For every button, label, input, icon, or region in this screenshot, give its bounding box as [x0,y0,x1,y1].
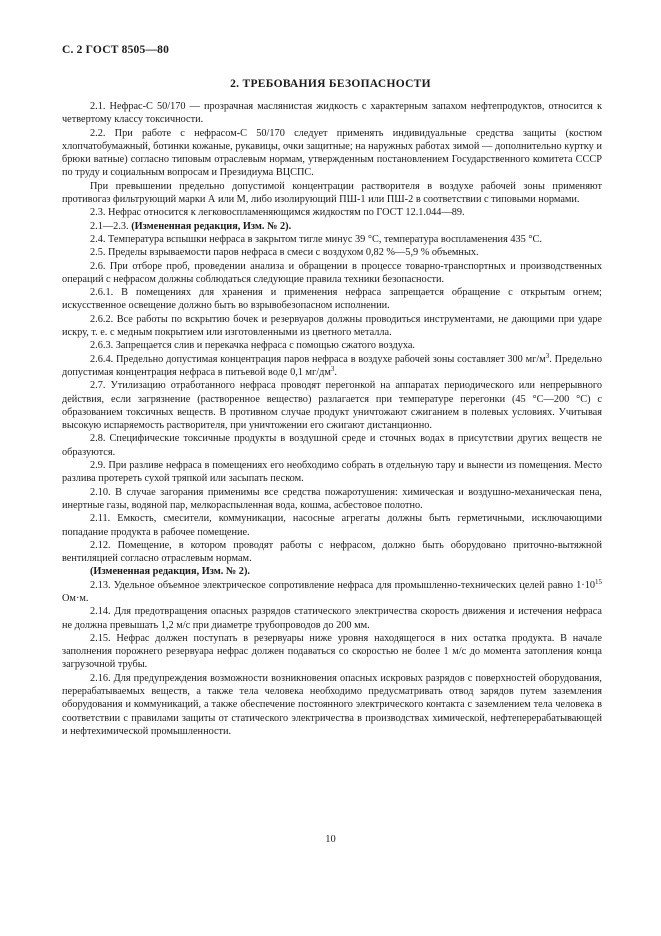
paragraph-2-6-3: 2.6.3. Запрещается слив и перекачка нефраса с помощью сжатого воздуха. [90,340,416,352]
paragraph-2-11: 2.11. Емкость, смесители, коммуникации, насосные агрегаты должны быть герметичными, исключающими попадание продукта в рабочее помещение. [62,513,602,538]
paragraph-2-3: 2.3. Нефрас относится к легковоспламеняющимся жидкостям по ГОСТ 12.1.044—89. [90,207,465,219]
paragraph-2-6-4-part-b: . Предельно допустимая концентрация нефраса в питьевой воде 0,1 мг/дм [62,353,602,378]
superscript-m3: 3 [545,351,550,360]
paragraph-2-13-part-a: 2.13. Удельное объемное электрическое сопротивление нефраса для промышленно-технических целей равно 1·10 [90,579,595,591]
paragraph-2-7: 2.7. Утилизацию отработанного нефраса проводят перегонкой на аппаратах периодического или непрерывного действия, если загрязнение (растворенное вещество) разлагается при температуре перегонки (45 °С—200 °С) с образованием токсичных веществ. В противном случае продукт уничтожают сжиганием в полевых условиях. Учитывая высокую испаряемость растворителя, при уничтожении его сжигают дистанционно. [62,380,602,432]
paragraph-2-6-2: 2.6.2. Все работы по вскрытию бочек и резервуаров должны проводиться инструментами, не дающими при ударе искру, т. е. с медным покрытием или изготовленными из цветного металла. [62,313,602,339]
section-title: 2. ТРЕБОВАНИЯ БЕЗОПАСНОСТИ [230,78,431,90]
amendment-note-2-12: (Измененная редакция, Изм. № 2). [90,566,250,578]
page-header: С. 2 ГОСТ 8505—80 [62,44,170,56]
paragraph-2-6-4: 2.6.4. Предельно допустимая концентрация паров нефраса в воздухе рабочей зоны составляет 300 $мг/м^3$. Предельно допустимая концентрация нефраса в питьевой воде 0,1 $мг/дм^3$. [62,351,602,378]
paragraph-2-6: 2.6. При отборе проб, проведении анализа и обращении в процессе товарно-транспортных и производственных операций с нефрасом должны соблюдаться следующие правила техники безопасности. [62,260,602,285]
amendment-note-2-1-2-3 [62,220,602,233]
document-body [62,100,602,738]
paragraph-2-8: 2.8. Специфические токсичные продукты в воздушной среде и сточных водах в присутствии других веществ не образуются. [62,433,602,458]
paragraph-2-1: 2.1. Нефрас-С 50/170 — прозрачная маслянистая жидкость с характерным запахом нефтепродуктов, относится к четвертому классу токсичности. [62,101,602,126]
superscript-dm3: 3 [330,364,335,373]
amendment-range: 2.1—2.3. [90,220,129,232]
paragraph-2-16: 2.16. Для предупреждения возможности возникновения опасных искровых разрядов с поверхностей оборудования, перерабатываемых веществ, а также тела человека необходимо предусматривать отвод зарядов путем заземления оборудования и коммуникаций, а также обеспечение постоянного электрического контакта с заземлением тела человека в соответствии с правилами защиты от статического электричества в производствах химической, нефтеперерабатывающей и нефтехимической промышленности. [62,672,602,737]
paragraph-2-13 [62,579,602,606]
paragraph-2-5: 2.5. Пределы взрываемости паров нефраса в смеси с воздухом 0,82 %—5,9 % объемных. [90,247,479,259]
paragraph-2-13-part-b: Ом·м. [62,592,89,604]
paragraph-2-4: 2.4. Температура вспышки нефраса в закрытом тигле минус 39 °С, температура воспламенения 435 °С. [90,233,542,245]
superscript-exponent: 15 [595,577,602,586]
paragraph-2-12: 2.12. Помещение, в котором проводят работы с нефрасом, должно быть оборудовано приточно-вытяжной вентиляцией согласно отраслевым нормам. [62,539,602,565]
paragraph-2-2: 2.2. При работе с нефрасом-С 50/170 следует применять индивидуальные средства защиты (костюм хлопчатобумажный, ботинки кожаные, рукавицы, очки защитные; на наружных работах зимой — дополнительно куртку и брюки ватные) согласно типовым отраслевым нормам, утвержденным постановлением Государственного комитета СССР по труду и социальным вопросам и Президиума ВЦСПС. [62,127,602,179]
paragraph-2-2-continuation: При превышении предельно допустимой концентрации растворителя в воздухе рабочей зоны применяют противогаз фильтрующий марки А или М, либо изолирующий ПШ-1 или ПШ-2 в соответствии с типовыми нормами. [62,180,602,206]
paragraph-2-14: 2.14. Для предотвращения опасных разрядов статического электричества скорость движения и истечения нефраса не должна превышать 1,2 м/с при диаметре трубопроводов до 200 мм. [62,606,602,631]
page-number: 10 [325,834,336,845]
amendment-label: (Измененная редакция, Изм. № 2). [131,220,292,232]
paragraph-2-9: 2.9. При разливе нефраса в помещениях его необходимо собрать в отдельную тару и вынести из помещения. Место разлива протереть сухой тряпкой или засыпать песком. [62,460,602,485]
paragraph-2-6-4-part-a: 2.6.4. Предельно допустимая концентрация паров нефраса в воздухе рабочей зоны составляет 300 мг/м [90,353,546,365]
paragraph-2-15: 2.15. Нефрас должен поступать в резервуары ниже уровня находящегося в них остатка продукта. В начале заполнения порожнего резервуара нефрас должен подаваться со скоростью не более 1 м/с до момента затопления конца загрузочной трубы. [62,632,602,671]
paragraph-2-10: 2.10. В случае загорания применимы все средства пожаротушения: химическая и воздушно-механическая пена, инертные газы, водяной пар, мелкораспыленная вода, кошма, асбестовое полотно. [62,486,602,511]
paragraph-2-6-1: 2.6.1. В помещениях для хранения и применения нефраса запрещается обращение с открытым огнем; искусственное освещение должно быть во взрывобезопасном исполнении. [62,287,602,312]
